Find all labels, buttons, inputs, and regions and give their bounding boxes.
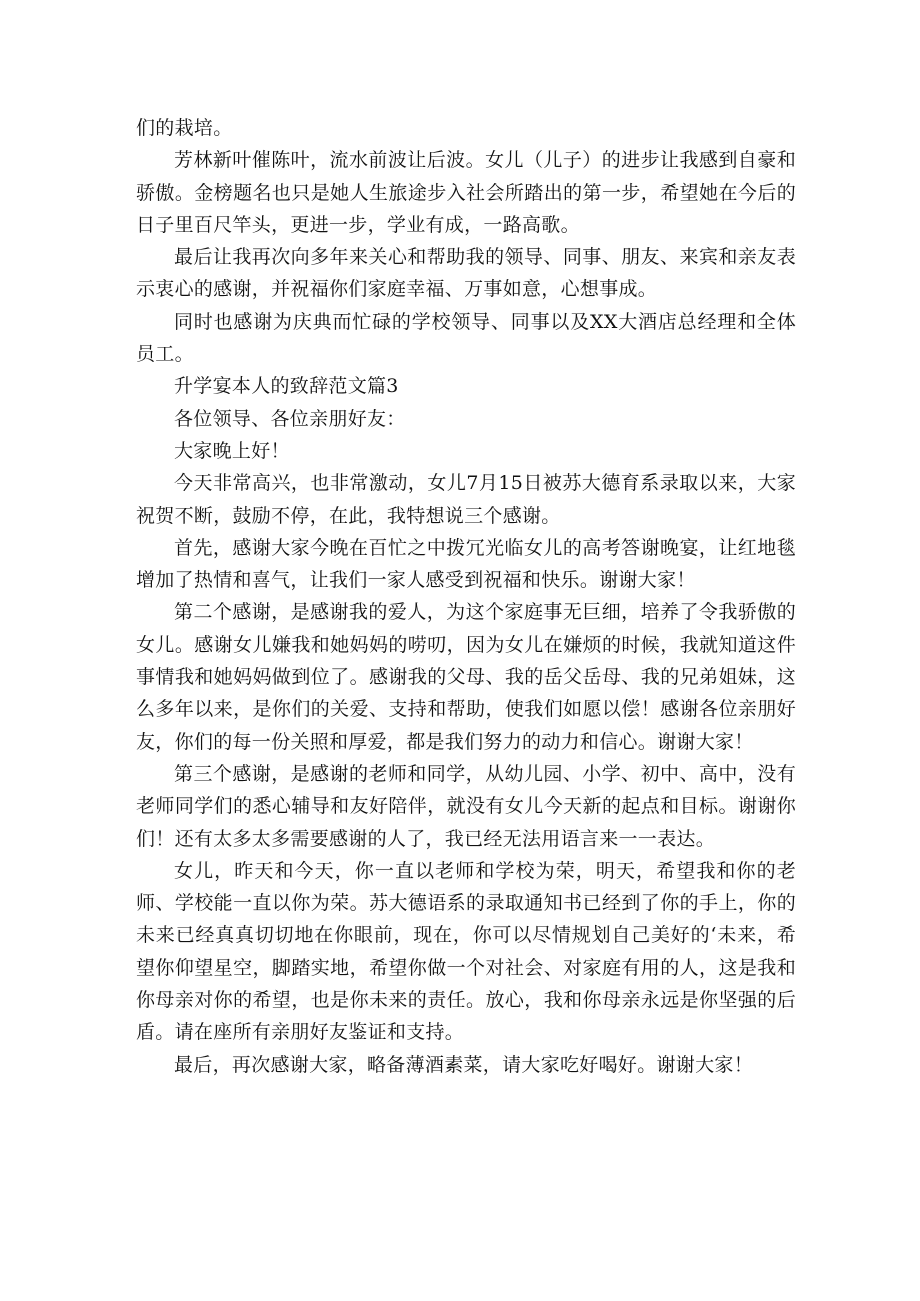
paragraph-thanks-staff: 同时也感谢为庆典而忙碌的学校领导、同事以及XX大酒店总经理和全体员工。 [136, 310, 796, 366]
salutation: 各位领导、各位亲朋好友： [174, 407, 406, 430]
paragraph-second-thanks: 第二个感谢，是感谢我的爱人，为这个家庭事无巨细，培养了令我骄傲的女儿。感谢女儿嫌我和她妈妈的唠叨，因为女儿在嫌烦的时候，我就知道这件事情我和她妈妈做到位了。感谢我的父母、我的岳父岳母、我的兄弟姐妹，这么多年以来，是你们的关爱、支持和帮助，使我们如愿以偿！感谢各位亲朋好友，你们的每一份关照和厚爱，都是我们努力的动力和信心。谢谢大家！ [136, 601, 796, 753]
paragraph-thanks-guests: 最后让我再次向多年来关心和帮助我的领导、同事、朋友、来宾和亲友表示衷心的感谢，并祝福你们家庭幸福、万事如意，心想事成。 [136, 246, 796, 301]
paragraph-intro: 今天非常高兴，也非常激动，女儿7月15日被苏大德育系录取以来，大家祝贺不断，鼓励不停，在此，我特想说三个感谢。 [136, 472, 796, 527]
paragraph-third-thanks: 第三个感谢，是感谢的老师和同学，从幼儿园、小学、初中、高中，没有老师同学们的悉心辅导和友好陪伴，就没有女儿今天新的起点和目标。谢谢你们！还有太多太多需要感谢的人了，我已经无法用语言来一一表达。 [136, 762, 796, 850]
document-body [136, 112, 796, 1081]
paragraph-first-thanks: 首先，感谢大家今晚在百忙之中拨冗光临女儿的高考答谢晚宴，让红地毯增加了热情和喜气，让我们一家人感受到祝福和快乐。谢谢大家！ [136, 536, 796, 592]
paragraph-to-daughter: 女儿，昨天和今天，你一直以老师和学校为荣，明天，希望我和你的老师、学校能一直以你为荣。苏大德语系的录取通知书已经到了你的手上，你的未来已经真真切切地在你眼前，现在，你可以尽情规划自己美好的‘未来，希望你仰望星空，脚踏实地，希望你做一个对社会、对家庭有用的人，这是我和你母亲对你的希望，也是你未来的责任。放心，我和你母亲永远是你坚强的后盾。请在座所有亲朋好友鉴证和支持。 [136, 859, 796, 1044]
greeting: 大家晚上好！ [174, 439, 290, 462]
paragraph-progress: 芳林新叶催陈叶，流水前波让后波。女儿（儿子）的进步让我感到自豪和骄傲。金榜题名也只是她人生旅途步入社会所踏出的第一步，希望她在今后的日子里百尺竿头，更进一步，学业有成，一路高歌。 [136, 149, 796, 236]
paragraph-continuation: 们的栽培。 [136, 117, 233, 139]
section-heading: 升学宴本人的致辞范文篇3 [174, 375, 399, 398]
paragraph-closing: 最后，再次感谢大家，略备薄酒素菜，请大家吃好喝好。谢谢大家！ [174, 1053, 754, 1076]
